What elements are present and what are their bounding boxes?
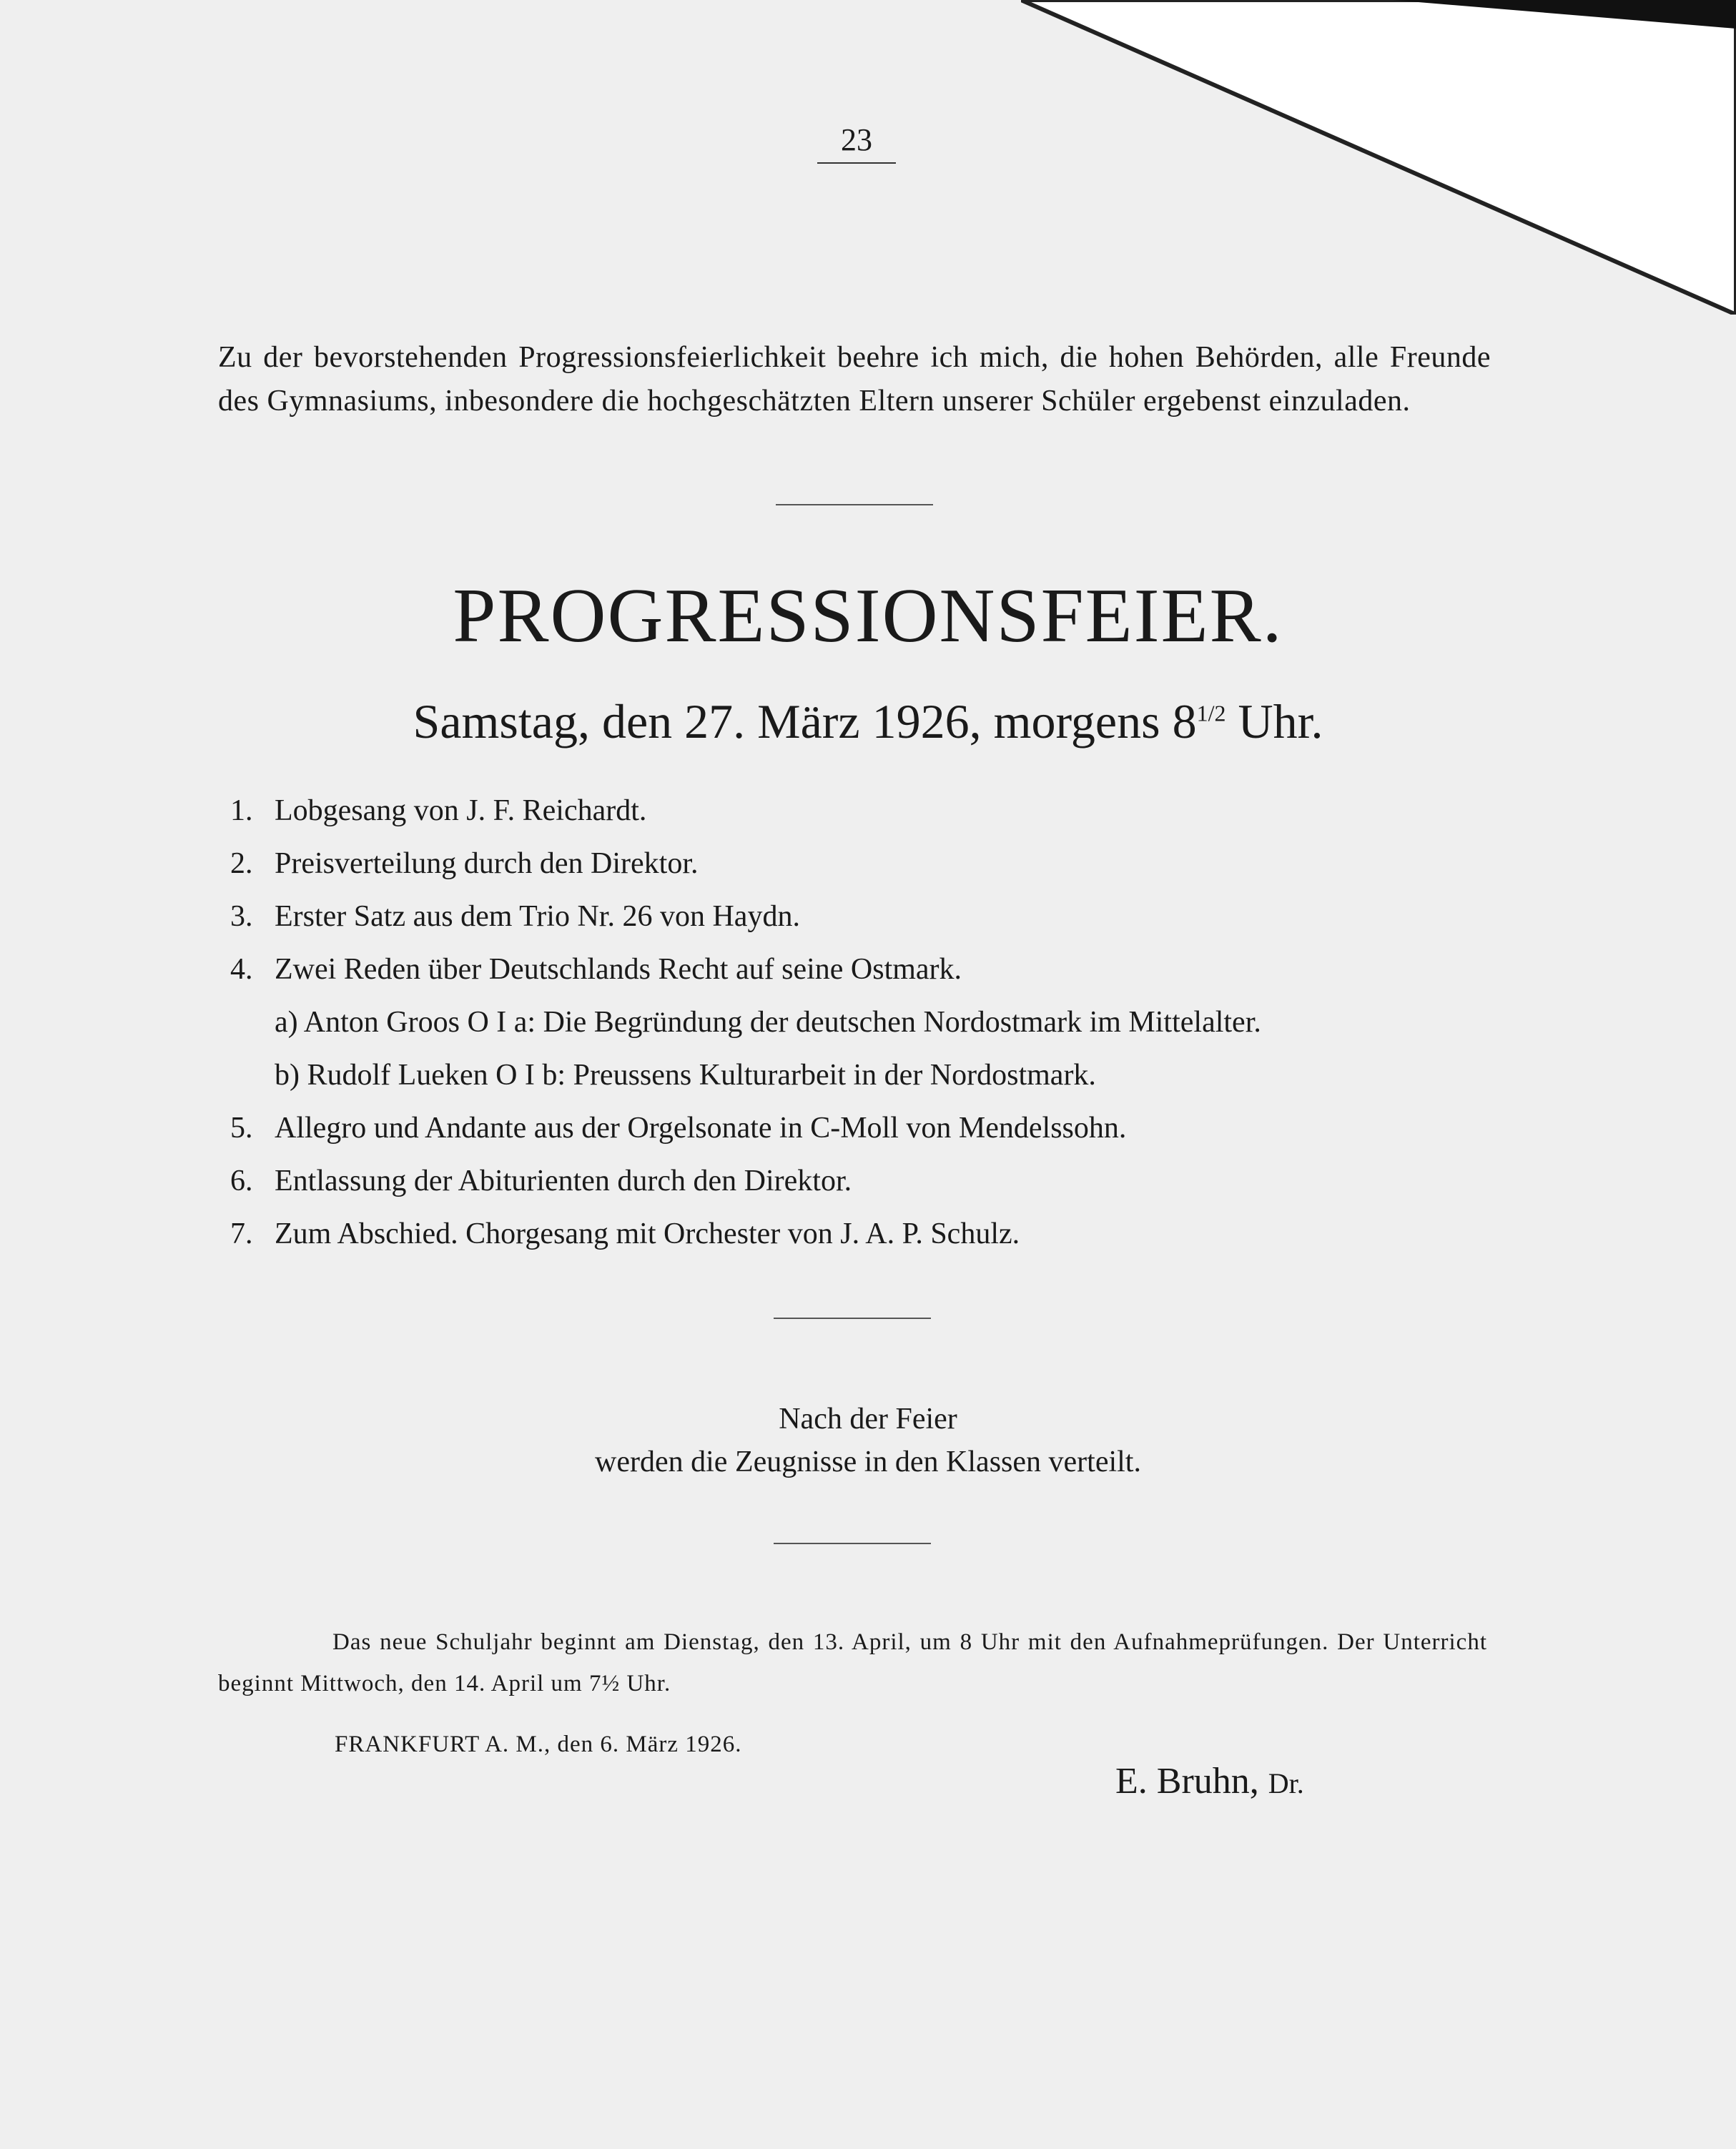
after-line-1: Nach der Feier [779, 1403, 957, 1436]
signature-name: E. Bruhn, [1115, 1761, 1259, 1802]
divider [774, 1543, 931, 1544]
page-number: 23 [817, 122, 896, 164]
school-year-notice: Das neue Schuljahr beginnt am Dienstag, den 13. April, um 8 Uhr mit den Aufnahmeprüfungen. Der Unterricht beginnt Mittwoch, den 14. April um 7½ Uhr. [218, 1629, 1487, 1696]
program-item: 4. Zwei Reden über Deutschlands Recht auf seine Ostmark. [230, 953, 962, 986]
divider [776, 504, 933, 505]
intro-paragraph: Zu der bevorstehenden Progressionsfeierlichkeit beehre ich mich, die hohen Behörden, alle Freunde des Gymnasiums, inbesondere die hochgeschätzten Eltern unserer Schüler ergebenst einzuladen. [218, 341, 1491, 418]
program-item: 6. Entlassung der Abiturienten durch den Direktor. [230, 1165, 852, 1197]
after-ceremony-note [0, 1398, 1736, 1483]
event-date-main: Samstag, den 27. März 1926, morgens 8 [413, 694, 1197, 749]
signature-title: Dr. [1268, 1767, 1304, 1799]
page-title: PROGRESSIONSFEIER. [453, 573, 1283, 658]
event-date-end: Uhr. [1225, 694, 1323, 749]
divider [774, 1318, 931, 1319]
event-date [0, 693, 1736, 750]
place-date: FRANKFURT A. M., den 6. März 1926. [335, 1731, 742, 1757]
signature [1115, 1760, 1304, 1802]
folded-corner [1021, 0, 1736, 315]
program-subitem: b) Rudolf Lueken O I b: Preussens Kulturarbeit in der Nordostmark. [275, 1059, 1096, 1092]
program-item: 2. Preisverteilung durch den Direktor. [230, 847, 699, 880]
program-subitem: a) Anton Groos O I a: Die Begründung der deutschen Nordostmark im Mittelalter. [275, 1006, 1261, 1039]
after-line-2: werden die Zeugnisse in den Klassen verteilt. [595, 1446, 1141, 1478]
event-date-fraction: 1/2 [1196, 700, 1226, 726]
program-item: 1. Lobgesang von J. F. Reichardt. [230, 794, 647, 827]
program-item: 5. Allegro und Andante aus der Orgelsonate in C-Moll von Mendelssohn. [230, 1112, 1127, 1145]
program-item: 3. Erster Satz aus dem Trio Nr. 26 von Haydn. [230, 900, 800, 933]
program-item: 7. Zum Abschied. Chorgesang mit Orchester von J. A. P. Schulz. [230, 1217, 1020, 1250]
